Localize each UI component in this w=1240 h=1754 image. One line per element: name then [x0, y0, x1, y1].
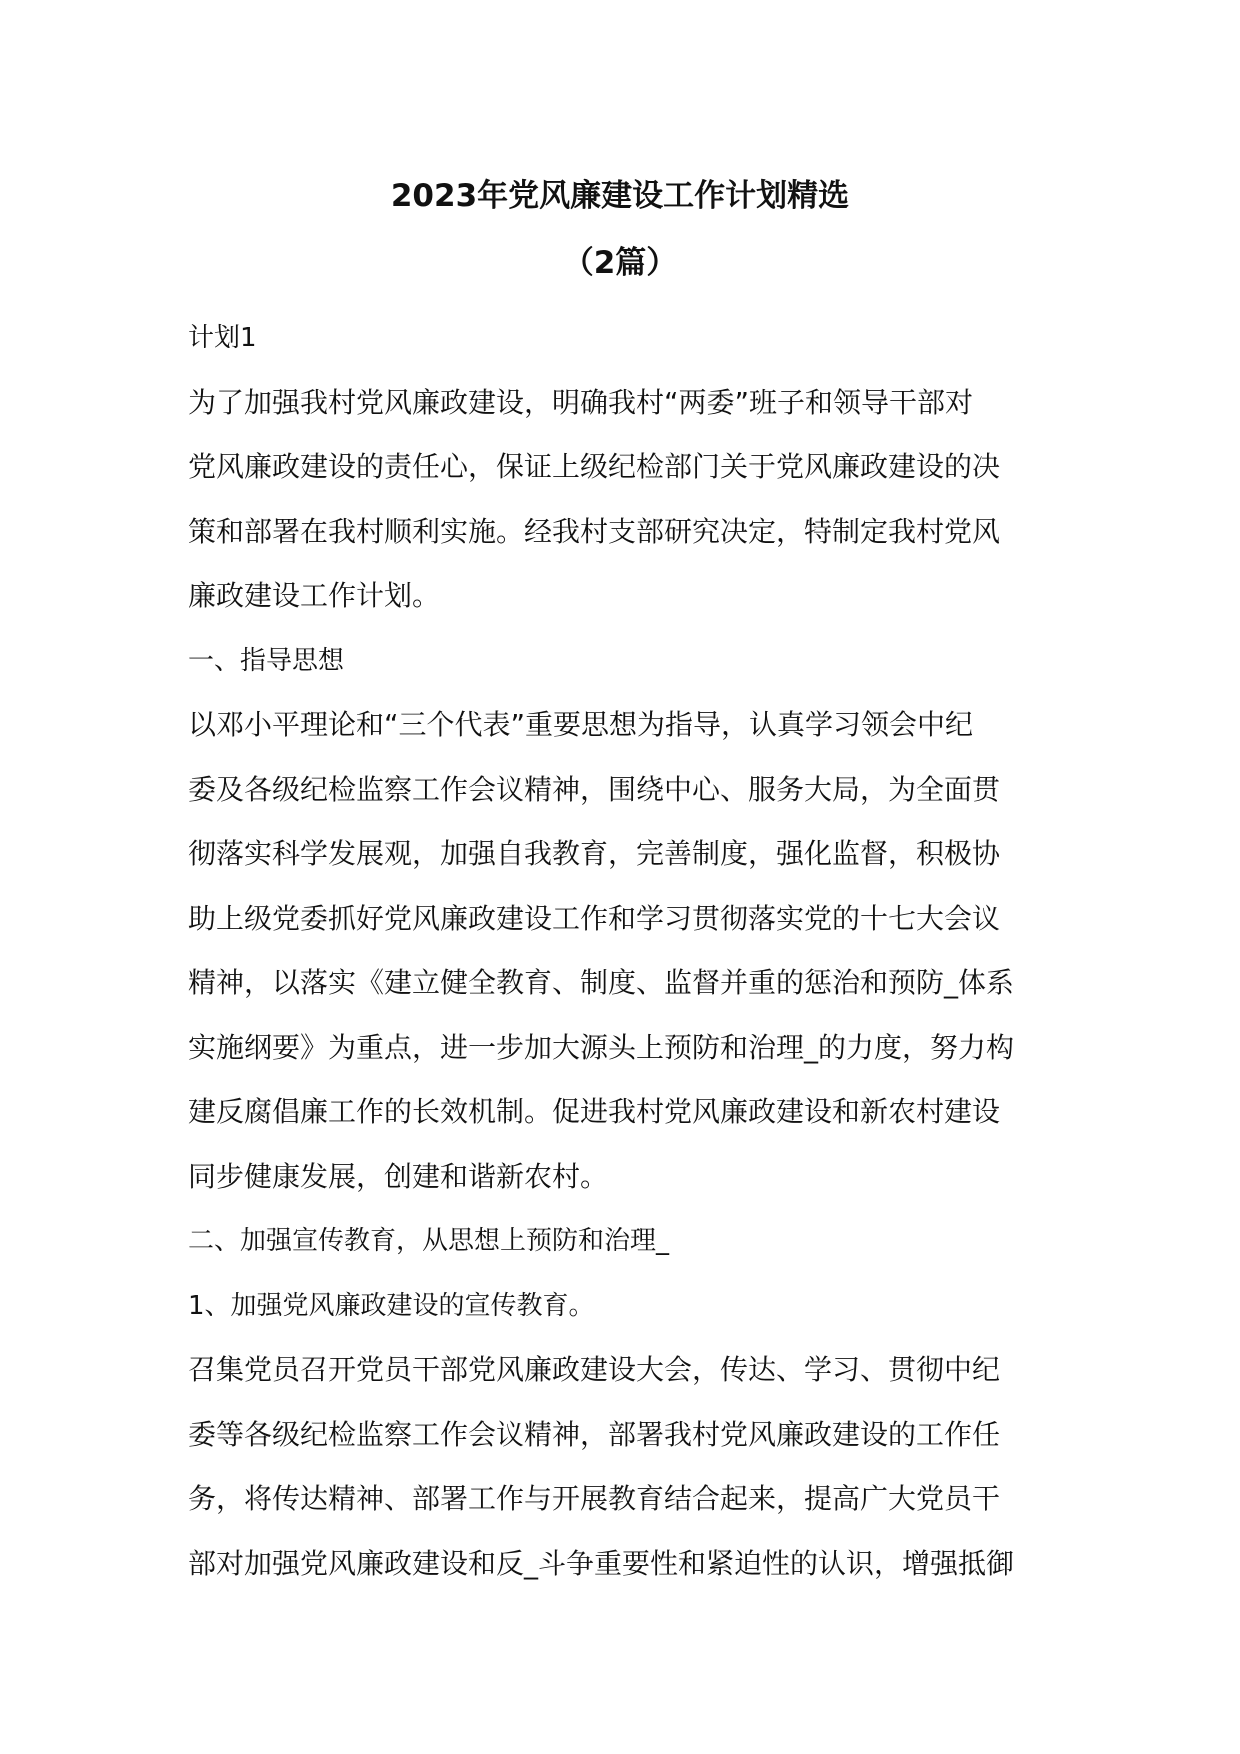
paragraph-line: 策和部署在我村顺利实施。经我村支部研究决定，特制定我村党风 [188, 514, 1001, 548]
paragraph-line: 务，将传达精神、部署工作与开展教育结合起来，提高广大党员干 [188, 1482, 1001, 1515]
paragraph-line: 建反腐倡廉工作的长效机制。促进我村党风廉政建设和新农村建设 [188, 1095, 1001, 1128]
paragraph-line: 委等各级纪检监察工作会议精神，部署我村党风廉政建设的工作任 [188, 1417, 1001, 1451]
subsection-heading: 1、加强党风廉政建设的宣传教育。 [188, 1290, 595, 1321]
section-label: 计划1 [188, 323, 257, 353]
paragraph-line: 廉政建设工作计划。 [188, 579, 441, 612]
paragraph-line: 精神，以落实《建立健全教育、制度、监督并重的惩治和预防_体系 [188, 966, 1015, 999]
section-heading: 二、加强宣传教育，从思想上预防和治理_ [188, 1226, 670, 1256]
paragraph-line: 以邓小平理论和“三个代表”重要思想为指导，认真学习领会中纪 [188, 708, 974, 741]
paragraph-line: 同步健康发展，创建和谐新农村。 [188, 1159, 609, 1193]
section-heading: 一、指导思想 [188, 645, 345, 676]
document-title: 2023年党风廉建设工作计划精选 [390, 178, 850, 214]
paragraph-line: 召集党员召开党员干部党风廉政建设大会，传达、学习、贯彻中纪 [188, 1353, 1001, 1386]
document-body [188, 306, 1058, 1596]
paragraph-line: 彻落实科学发展观，加强自我教育，完善制度，强化监督，积极协 [188, 837, 1001, 870]
paragraph-line: 委及各级纪检监察工作会议精神，围绕中心、服务大局，为全面贯 [188, 772, 1001, 806]
paragraph-line: 部对加强党风廉政建设和反_斗争重要性和紧迫性的认识，增强抵御 [188, 1546, 1015, 1580]
document-subtitle: （2篇） [562, 245, 678, 281]
paragraph-line: 为了加强我村党风廉政建设，明确我村“两委”班子和领导干部对 [188, 385, 974, 419]
paragraph-line: 实施纲要》为重点，进一步加大源头上预防和治理_的力度，努力构 [188, 1030, 1015, 1064]
paragraph-line: 党风廉政建设的责任心，保证上级纪检部门关于党风廉政建设的决 [188, 450, 1001, 483]
paragraph-line: 助上级党委抓好党风廉政建设工作和学习贯彻落实党的十七大会议 [188, 901, 1001, 935]
